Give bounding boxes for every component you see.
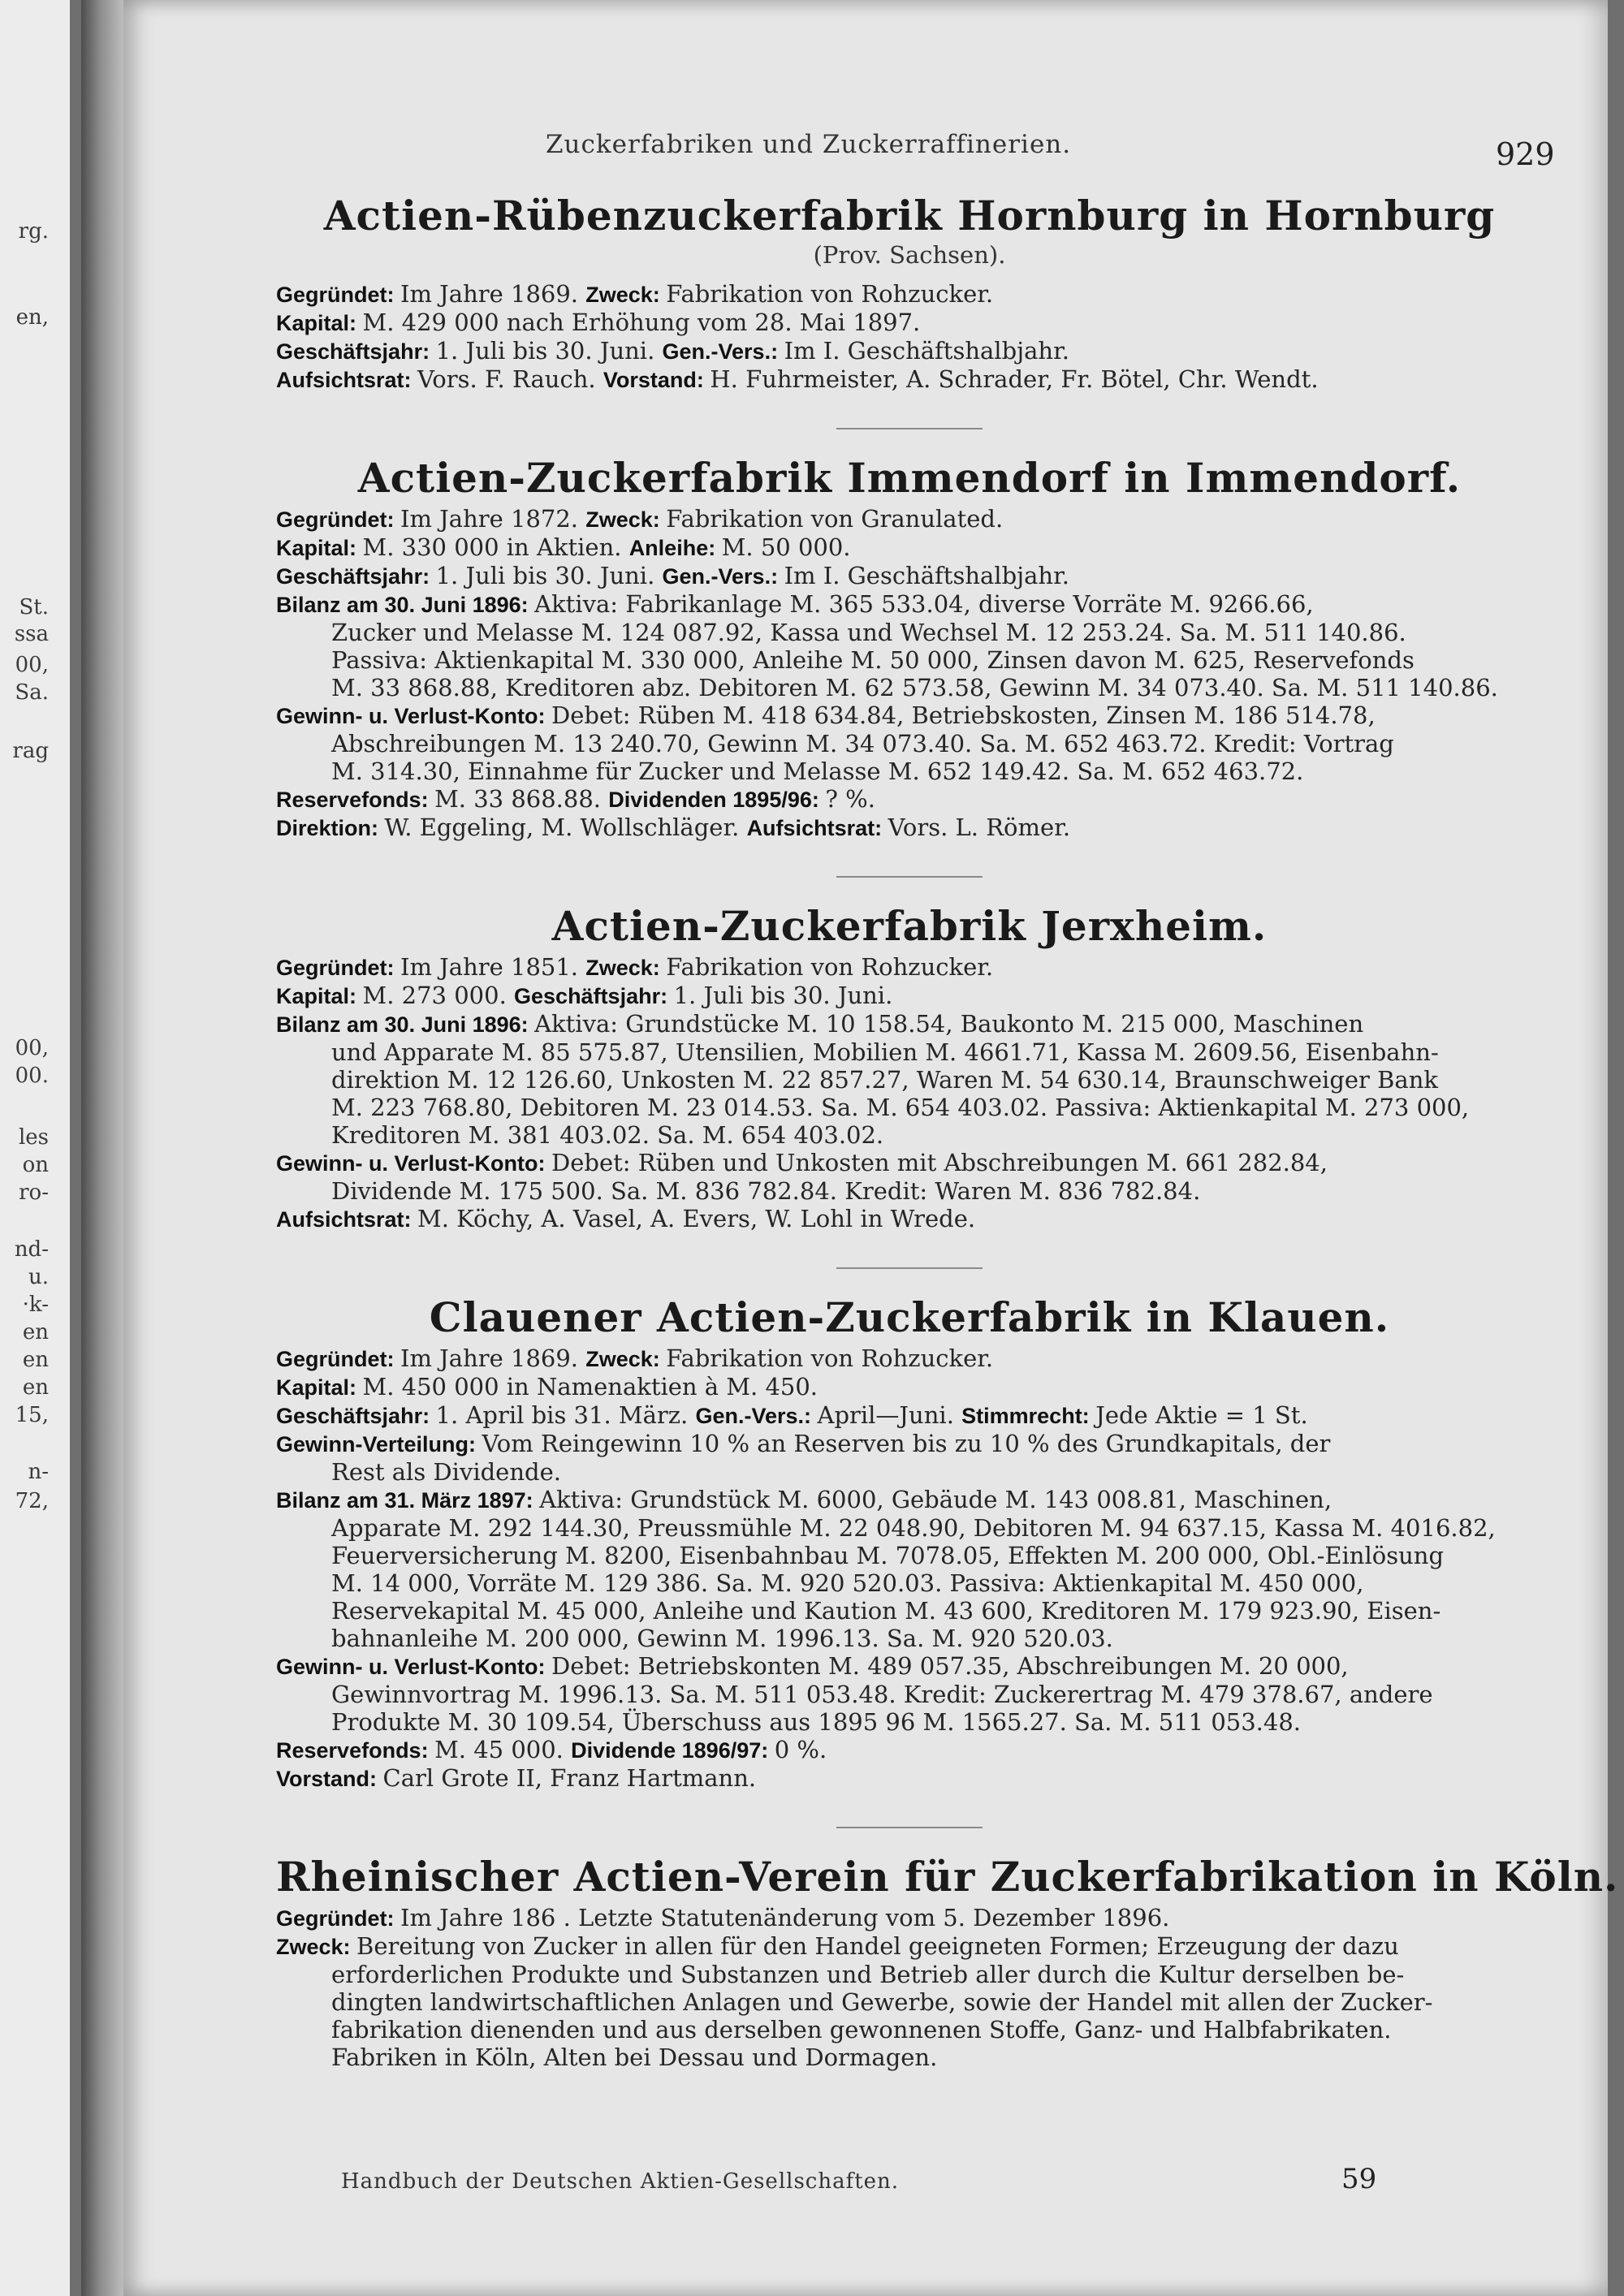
- entry-line: [276, 1708, 1543, 1736]
- field-key: Zweck:: [585, 507, 667, 532]
- field-value: 1. April bis 31. März.: [435, 1401, 696, 1429]
- field-value: Aktiva: Fabrikanlage M. 365 533.04, diverse Vorräte M. 9266.66,: [534, 590, 1314, 618]
- field-value: M. 314.30, Einnahme für Zucker und Melasse M. 652 149.42. Sa. M. 652 463.72.: [331, 757, 1304, 785]
- entry-line: [276, 1149, 1543, 1177]
- field-value: M. 223 768.80, Debitoren M. 23 014.53. Sa. M. 654 403.02. Passiva: Aktienkapital M. 273 000,: [331, 1094, 1470, 1121]
- entry-line: [276, 982, 1543, 1010]
- previous-page-text-fragment: on: [22, 1153, 49, 1177]
- field-value: Passiva: Aktienkapital M. 330 000, Anleihe M. 50 000, Zinsen davon M. 625, Reservefonds: [331, 646, 1415, 674]
- field-value: erforderlichen Produkte und Substanzen und Betrieb aller durch die Kultur derselben be-: [331, 1961, 1405, 1988]
- entry-line: [276, 1066, 1543, 1094]
- previous-page-text-fragment: 00,: [15, 1036, 49, 1060]
- field-key: Geschäftsjahr:: [514, 984, 674, 1008]
- entry-line: [276, 1542, 1543, 1569]
- entry-line: [276, 1373, 1543, 1401]
- previous-page-text-fragment: Sa.: [15, 680, 49, 705]
- field-value: Carl Grote II, Franz Hartmann.: [382, 1764, 757, 1792]
- field-key: Stimmrecht:: [961, 1404, 1096, 1428]
- entry-line: [276, 1569, 1543, 1597]
- field-value: Vors. L. Römer.: [888, 814, 1071, 841]
- entry-line: [276, 953, 1543, 982]
- field-key: Zweck:: [276, 1935, 357, 1959]
- field-key: Gegründet:: [276, 283, 400, 307]
- field-key: Vorstand:: [603, 368, 710, 392]
- field-key: Gewinn- u. Verlust-Konto:: [276, 1655, 551, 1679]
- entry-line: [276, 1344, 1543, 1373]
- field-key: Zweck:: [585, 283, 667, 307]
- field-value: Debet: Betriebskonten M. 489 057.35, Abschreibungen M. 20 000,: [551, 1652, 1349, 1680]
- field-value: Fabriken in Köln, Alten bei Dessau und Dormagen.: [331, 2044, 938, 2071]
- book-page: [123, 0, 1619, 2296]
- field-value: M. 450 000 in Namenaktien à M. 450.: [362, 1373, 818, 1400]
- entry-line: [276, 1932, 1543, 1961]
- field-value: M. 330 000 in Aktien.: [362, 533, 629, 561]
- field-key: Aufsichtsrat:: [746, 816, 888, 840]
- previous-page-text-fragment: n-: [28, 1460, 49, 1484]
- company-title: Rheinischer Actien-Verein für Zuckerfabrikation in Köln.: [276, 1853, 1619, 1901]
- field-key: Anleihe:: [628, 536, 722, 560]
- field-value: und Apparate M. 85 575.87, Utensilien, Mobilien M. 4661.71, Kassa M. 2609.56, Eisenbahn-: [331, 1038, 1439, 1066]
- field-key: Gegründet:: [276, 1906, 400, 1931]
- field-value: Jede Aktie = 1 St.: [1095, 1401, 1308, 1429]
- field-value: Fabrikation von Rohzucker.: [666, 953, 994, 981]
- field-value: Kreditoren M. 381 403.02. Sa. M. 654 403.02.: [331, 1121, 884, 1149]
- entry-line: [276, 1038, 1543, 1066]
- previous-page-text-fragment: 00,: [15, 653, 49, 677]
- field-value: ? %.: [825, 785, 875, 813]
- field-key: Gen.-Vers.:: [662, 564, 784, 589]
- entry-line: [276, 2016, 1543, 2044]
- previous-page-text-fragment: en: [22, 1348, 49, 1372]
- field-value: Im Jahre 186 . Letzte Statutenänderung vom 5. Dezember 1896.: [400, 1904, 1170, 1931]
- field-value: Aktiva: Grundstücke M. 10 158.54, Baukonto M. 215 000, Maschinen: [534, 1010, 1364, 1038]
- field-value: M. Köchy, A. Vasel, A. Evers, W. Lohl in Wrede.: [417, 1205, 976, 1232]
- field-key: Gegründet:: [276, 507, 400, 532]
- field-value: M. 273 000.: [362, 982, 515, 1009]
- entry-line: [276, 1988, 1543, 2016]
- field-key: Reservefonds:: [276, 788, 435, 812]
- field-value: Abschreibungen M. 13 240.70, Gewinn M. 34 073.40. Sa. M. 652 463.72. Kredit: Vortrag: [331, 730, 1394, 757]
- field-key: Kapital:: [276, 984, 363, 1008]
- entry-line: [276, 505, 1543, 533]
- field-key: Geschäftsjahr:: [276, 339, 436, 364]
- entry-line: [276, 814, 1543, 842]
- field-value: Apparate M. 292 144.30, Preussmühle M. 22 048.90, Debitoren M. 94 637.15, Kassa M. 4016.82,: [331, 1514, 1496, 1542]
- company-title: Actien-Rübenzuckerfabrik Hornburg in Hornburg: [323, 192, 1496, 240]
- field-key: Kapital:: [276, 1375, 363, 1400]
- field-value: M. 429 000 nach Erhöhung vom 28. Mai 1897.: [362, 309, 921, 336]
- previous-page-text-fragment: nd-: [14, 1237, 49, 1262]
- field-key: Bilanz am 30. Juni 1896:: [276, 593, 535, 617]
- field-value: Im Jahre 1851.: [400, 953, 586, 981]
- field-key: Dividende 1896/97:: [571, 1738, 775, 1763]
- entry-line: [276, 533, 1543, 562]
- field-key: Direktion:: [276, 816, 385, 840]
- field-value: direktion M. 12 126.60, Unkosten M. 22 857.27, Waren M. 54 630.14, Braunschweiger Bank: [331, 1066, 1438, 1094]
- previous-page-text-fragment: ssa: [14, 622, 49, 646]
- previous-page-text-fragment: ·k-: [22, 1293, 49, 1317]
- field-value: W. Eggeling, M. Wollschläger.: [384, 814, 747, 841]
- entry-separator: [836, 876, 983, 878]
- entry-line: [276, 590, 1543, 619]
- previous-page-text-fragment: St.: [19, 595, 49, 619]
- company-entry: [276, 1853, 1619, 2071]
- company-entry: [276, 1293, 1543, 1793]
- field-value: Im I. Geschäftshalbjahr.: [784, 562, 1069, 589]
- field-value: 1. Juli bis 30. Juni.: [673, 982, 893, 1009]
- company-entry: [276, 454, 1543, 842]
- field-value: M. 33 868.88.: [434, 785, 609, 813]
- field-value: Debet: Rüben M. 418 634.84, Betriebskosten, Zinsen M. 186 514.78,: [551, 701, 1376, 729]
- entry-line: [276, 1401, 1543, 1430]
- entry-line: [276, 1625, 1543, 1652]
- entry-separator: [836, 1827, 983, 1828]
- entry-line: [276, 309, 1543, 337]
- company-entry: [276, 192, 1543, 394]
- company-subtitle: (Prov. Sachsen).: [813, 241, 1006, 269]
- entry-line: [276, 562, 1543, 590]
- entry-line: [276, 2044, 1543, 2071]
- company-title: Actien-Zuckerfabrik Immendorf in Immendorf.: [357, 454, 1462, 502]
- previous-page-text-fragment: en: [22, 1375, 49, 1400]
- field-key: Bilanz am 31. März 1897:: [276, 1488, 540, 1513]
- field-value: Zucker und Melasse M. 124 087.92, Kassa und Wechsel M. 12 253.24. Sa. M. 511 140.86.: [331, 619, 1406, 646]
- field-value: M. 45 000.: [434, 1736, 572, 1763]
- entry-line: [276, 1904, 1543, 1932]
- field-key: Geschäftsjahr:: [276, 1404, 436, 1428]
- page-number: 929: [1496, 136, 1555, 172]
- previous-page-text-fragment: rg.: [18, 219, 49, 244]
- previous-page-text-fragment: les: [18, 1125, 49, 1150]
- field-key: Dividenden 1895/96:: [608, 788, 826, 812]
- field-key: Bilanz am 30. Juni 1896:: [276, 1012, 535, 1037]
- entry-line: [276, 1486, 1543, 1514]
- field-value: Fabrikation von Granulated.: [666, 505, 1004, 533]
- field-value: Aktiva: Grundstück M. 6000, Gebäude M. 143 008.81, Maschinen,: [539, 1486, 1332, 1513]
- field-key: Kapital:: [276, 311, 363, 335]
- field-value: 1. Juli bis 30. Juni.: [435, 562, 663, 589]
- entry-line: [276, 619, 1543, 646]
- previous-page-text-fragment: en,: [15, 305, 49, 330]
- entry-separator: [836, 1267, 983, 1269]
- previous-page-edge: [0, 0, 70, 2296]
- entry-line: [276, 1652, 1543, 1681]
- entry-line: [276, 1205, 1543, 1233]
- field-value: M. 33 868.88, Kreditoren abz. Debitoren M. 62 573.58, Gewinn M. 34 073.40. Sa. M. 511 140.86.: [331, 674, 1498, 701]
- field-value: Vom Reingewinn 10 % an Reserven bis zu 10 % des Grundkapitals, der: [482, 1430, 1331, 1457]
- field-value: bahnanleihe M. 200 000, Gewinn M. 1996.13. Sa. M. 920 520.03.: [331, 1625, 1113, 1652]
- entry-line: [276, 1681, 1543, 1708]
- field-value: Vors. F. Rauch.: [417, 365, 603, 393]
- field-value: dingten landwirtschaftlichen Anlagen und Gewerbe, sowie der Handel mit allen der Zucker-: [331, 1988, 1433, 2016]
- field-value: Im Jahre 1869.: [400, 280, 586, 308]
- entry-line: [276, 674, 1543, 701]
- field-key: Gewinn-Verteilung:: [276, 1432, 482, 1457]
- entry-line: [276, 1430, 1543, 1458]
- entry-line: [276, 646, 1543, 674]
- entry-line: [276, 1736, 1543, 1764]
- field-value: Reservekapital M. 45 000, Anleihe und Kaution M. 43 600, Kreditoren M. 179 923.90, Eisen-: [331, 1597, 1441, 1625]
- field-value: Fabrikation von Rohzucker.: [666, 280, 994, 308]
- previous-page-text-fragment: 15,: [15, 1403, 49, 1427]
- field-value: M. 14 000, Vorräte M. 129 386. Sa. M. 920 520.03. Passiva: Aktienkapital M. 450 000,: [331, 1569, 1364, 1597]
- field-value: Bereitung von Zucker in allen für den Handel geeigneten Formen; Erzeugung der dazu: [356, 1932, 1399, 1960]
- entry-line: [276, 1094, 1543, 1121]
- field-key: Gegründet:: [276, 1347, 400, 1371]
- previous-page-text-fragment: u.: [28, 1265, 49, 1289]
- entry-line: [276, 337, 1543, 365]
- previous-page-text-fragment: 72,: [15, 1489, 49, 1513]
- field-value: fabrikation dienenden und aus derselben gewonnenen Stoffe, Ganz- und Halbfabrikaten.: [331, 2016, 1392, 2044]
- entry-line: [276, 1458, 1543, 1486]
- previous-page-text-fragment: en: [22, 1320, 49, 1344]
- field-value: April—Juni.: [817, 1401, 962, 1429]
- running-head: Zuckerfabriken und Zuckerraffinerien.: [546, 130, 1072, 159]
- field-value: Rest als Dividende.: [331, 1458, 561, 1486]
- field-value: Im I. Geschäftshalbjahr.: [784, 337, 1069, 365]
- entry-line: [276, 1764, 1543, 1793]
- entry-line: [276, 1177, 1543, 1205]
- entry-line: [276, 1514, 1543, 1542]
- entry-line: [276, 730, 1543, 757]
- field-key: Reservefonds:: [276, 1738, 435, 1763]
- field-key: Gen.-Vers.:: [695, 1404, 818, 1428]
- book-spine-shadow: [81, 0, 123, 2296]
- field-value: Im Jahre 1869.: [400, 1344, 586, 1372]
- page-content: [276, 192, 1619, 2105]
- field-key: Gewinn- u. Verlust-Konto:: [276, 1151, 551, 1176]
- previous-page-text-fragment: 00.: [15, 1064, 49, 1088]
- field-value: H. Fuhrmeister, A. Schrader, Fr. Bötel, Chr. Wendt.: [710, 365, 1319, 393]
- field-value: 0 %.: [774, 1736, 827, 1763]
- company-entry: [276, 902, 1543, 1233]
- field-value: 1. Juli bis 30. Juni.: [435, 337, 663, 365]
- previous-page-text-fragment: ro-: [19, 1180, 49, 1205]
- entry-line: [276, 1010, 1543, 1038]
- field-value: Im Jahre 1872.: [400, 505, 586, 533]
- entry-line: [276, 1597, 1543, 1625]
- entry-line: [276, 280, 1543, 309]
- field-key: Gegründet:: [276, 956, 400, 980]
- field-key: Aufsichtsrat:: [276, 368, 418, 392]
- field-value: Feuerversicherung M. 8200, Eisenbahnbau M. 7078.05, Effekten M. 200 000, Obl.-Einlösung: [331, 1542, 1445, 1569]
- field-value: Dividende M. 175 500. Sa. M. 836 782.84. Kredit: Waren M. 836 782.84.: [331, 1177, 1201, 1205]
- field-value: M. 50 000.: [721, 533, 851, 561]
- entry-line: [276, 1121, 1543, 1149]
- field-key: Vorstand:: [276, 1767, 383, 1791]
- entry-line: [276, 757, 1543, 785]
- field-value: Produkte M. 30 109.54, Überschuss aus 1895 96 M. 1565.27. Sa. M. 511 053.48.: [331, 1708, 1302, 1736]
- company-title: Actien-Zuckerfabrik Jerxheim.: [551, 902, 1268, 950]
- field-value: Debet: Rüben und Unkosten mit Abschreibungen M. 661 282.84,: [551, 1149, 1328, 1176]
- field-key: Gen.-Vers.:: [662, 339, 784, 364]
- entry-line: [276, 701, 1543, 730]
- field-key: Aufsichtsrat:: [276, 1207, 418, 1232]
- field-key: Kapital:: [276, 536, 363, 560]
- field-key: Zweck:: [585, 1347, 667, 1371]
- entry-line: [276, 1961, 1543, 1988]
- field-key: Gewinn- u. Verlust-Konto:: [276, 704, 551, 728]
- entry-line: [276, 785, 1543, 814]
- entry-line: [276, 365, 1543, 394]
- field-key: Zweck:: [585, 956, 667, 980]
- company-title: Clauener Actien-Zuckerfabrik in Klauen.: [429, 1293, 1390, 1341]
- entry-separator: [836, 428, 983, 429]
- field-value: Gewinnvortrag M. 1996.13. Sa. M. 511 053.48. Kredit: Zuckerertrag M. 479 378.67, andere: [331, 1681, 1433, 1708]
- field-key: Geschäftsjahr:: [276, 564, 436, 589]
- previous-page-text-fragment: rag: [12, 739, 49, 763]
- footer-publication-title: Handbuch der Deutschen Aktien-Gesellschaften.: [341, 2169, 900, 2194]
- footer-signature-number: 59: [1341, 2163, 1377, 2195]
- field-value: Fabrikation von Rohzucker.: [666, 1344, 994, 1372]
